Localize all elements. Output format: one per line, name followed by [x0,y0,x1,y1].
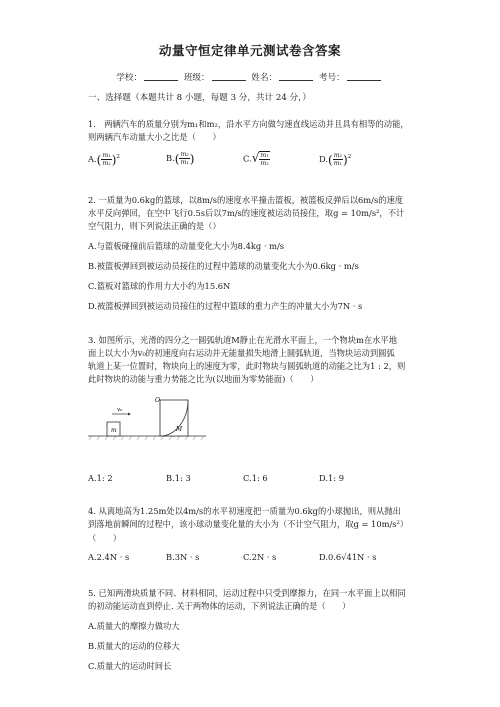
exam-no-blank[interactable] [347,72,381,81]
q3-option-c[interactable]: C.1: 6 [243,473,268,483]
q4-option-c[interactable]: C.2N · s [243,552,277,562]
q3-stem-line4: 此时物块的动能与重力势能之比为(以地面为零势能面)（ ） [88,374,319,384]
q3-stem-line2: 面上以大小为v₀的初速度向右运动并无能量损失地滑上圆弧轨道，当物块运动到圆弧 [88,348,395,358]
q5-option-a[interactable]: A.质量大的摩擦力做功大 [88,621,180,631]
q1-option-b[interactable]: B.( $\frac{\text{m₂}}{\text{m₁}}$ ) [166,151,195,166]
name-label: 姓名： [251,73,278,83]
q3-option-d[interactable]: D.1: 9 [319,473,344,483]
q2-stem-line2: 水平反向弹回，在空中飞行0.5s后以7m/s的速度被运动员接住，取g = 10m/s²，不计 [88,208,405,218]
section-heading: 一、选择题（本题共计 8 小题，每题 3 分，共计 24 分，） [88,93,312,103]
q4-option-a[interactable]: A.2.4N · s [88,552,130,562]
fraction: $\frac{\text{m₁}}{\text{m₂}}$ [260,152,269,167]
q4-stem-line1: 4. 从离地高为1.25m处以4m/s的水平初速度把一质量为0.6kg的小球抛出，则从抛出 [88,506,401,516]
q1-stem-line2: 则两辆汽车动量大小之比是（ ） [88,132,221,142]
track-M-label: M [176,426,183,433]
q5-option-b[interactable]: B.质量大的运动的位移大 [88,641,180,651]
q4-stem-line2: 到落地前瞬间的过程中，该小球动量变化量的大小为（不计空气阻力，取g = 10m/s²） [88,519,409,529]
q5-stem-line2: 的初动能运动直到停止. 关于两物体的运动，下列说法正确的是（ ） [88,601,351,611]
q2-option-d[interactable]: D.被篮板弹回到被运动员接住的过程中篮球的重力产生的冲量大小为7N · s [88,301,363,311]
velocity-arrowhead [128,413,131,416]
student-info-row [0,71,500,83]
q3-option-b[interactable]: B.1: 3 [166,473,191,483]
fraction: $\frac{\text{m₂}}{\text{m₁}}$ [333,151,343,167]
q1-option-d[interactable]: D.( $\frac{\text{m₂}}{\text{m₁}}$ )$^2$ [319,151,352,167]
q1-option-a[interactable]: A.( $\frac{\text{m₁}}{\text{m₂}}$ )$^2$ [88,151,120,167]
class-blank[interactable] [212,72,246,81]
class-label: 班级： [183,73,210,83]
q5-stem-line1: 5. 已知两滑块质量不同、材料相同，运动过程中只受到摩擦力，在同一水平面上以相同 [88,588,406,598]
q1-option-c[interactable]: C.√ $\frac{\text{m₁}}{\text{m₂}}$ [243,150,269,167]
q2-stem-line3: 空气阻力，则下列说法正确的是（） [88,221,221,231]
q5-option-c[interactable]: C.质量大的运动时间长 [88,661,172,671]
q4-stem-line3: （ ） [88,533,122,543]
velocity-label: v₀ [117,407,123,413]
name-blank[interactable] [279,72,313,81]
q2-option-a[interactable]: A.与篮板碰撞前后篮球的动量变化大小为8.4kg · m/s [88,241,285,251]
school-blank[interactable] [144,72,178,81]
q4-option-d[interactable]: D.0.6√41N · s [319,552,377,562]
fraction: $\frac{\text{m₂}}{\text{m₁}}$ [180,151,189,166]
exam-no-label: 考号： [318,73,345,83]
q2-option-c[interactable]: C.篮板对篮球的作用力大小约为15.6N [88,281,231,291]
q2-option-b[interactable]: B.被篮板弹回到被运动员接住的过程中篮球的动量变化大小为0.6kg · m/s [88,261,359,271]
ground-hatching [89,436,204,440]
q3-figure [88,392,208,442]
q2-stem-line1: 2. 一质量为0.6kg的篮球，以8m/s的速度水平撞击篮板，被篮板反弹后以6m/s的速度 [88,195,404,205]
q3-stem-line3: 轨道上某一位置时，物块向上的速度为零，此时物块与圆弧轨道的动能之比为1 : 2，则 [88,361,406,371]
page-title: 动量守恒定律单元测试卷含答案 [158,43,341,58]
fraction: $\frac{\text{m₁}}{\text{m₂}}$ [102,151,111,167]
block-m-label: m [111,427,117,434]
center-label: O [155,397,160,404]
q4-option-b[interactable]: B.3N · s [166,552,200,562]
q1-stem-line1: 1. 两辆汽车的质量分别为m₁和m₂，沿水平方向做匀速直线运动并且具有相等的动能， [88,119,409,129]
q3-option-a[interactable]: A.1: 2 [88,473,113,483]
school-label: 学校： [116,73,143,83]
q3-stem-line1: 3. 如图所示，光滑的四分之一圆弧轨道M静止在光滑水平面上，一个物块m在水平地 [88,335,398,345]
track-M [160,400,188,436]
